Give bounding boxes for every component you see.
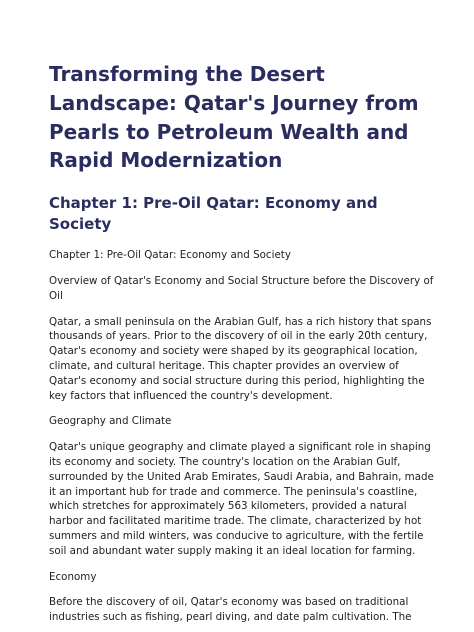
intro-paragraph: Qatar, a small peninsula on the Arabian Gulf, has a rich history that spans thousands of years. Prior to the discovery of oil in the early 20th century, Qatar's economy and society were shaped by its geographical location, climate, and cultural heritage. This chapter provides an overview of Qatar's economy and social structure during this period, highlighting the key factors that influenced the country's development. xyxy=(49,315,432,402)
geography-climate-paragraph: Qatar's unique geography and climate played a significant role in shaping its economy and society. The country's location on the Arabian Gulf, surrounded by the United Arab Emirates, Saudi Arabia, and Bahrain, made it an important hub for trade and commerce. The peninsula's coastline, which stretches for approximately 563 kilometers, provided a natural harbor and facilitated maritime trade. The climate, characterized by hot summers and mild winters, was conducive to agriculture, with the fertile soil and abundant water supply making it an ideal location for farming. xyxy=(49,441,434,557)
chapter-heading: Chapter 1: Pre-Oil Qatar: Economy and Society xyxy=(49,194,378,234)
overview-heading-text: Overview of Qatar's Economy and Social Structure before the Discovery of Oil xyxy=(49,274,434,302)
economy-heading: Economy xyxy=(49,570,97,583)
geography-climate-heading: Geography and Climate xyxy=(49,415,172,428)
chapter-subheading-text: Chapter 1: Pre-Oil Qatar: Economy and Society xyxy=(49,249,291,262)
document-title: Transforming the Desert Landscape: Qatar's Journey from Pearls to Petroleum Wealth and Rapid Modernization xyxy=(49,62,419,173)
page-content xyxy=(49,60,439,625)
economy-paragraph: Before the discovery of oil, Qatar's economy was based on traditional industries such as fishing, pearl diving, and date palm cultivation. The xyxy=(49,596,412,624)
